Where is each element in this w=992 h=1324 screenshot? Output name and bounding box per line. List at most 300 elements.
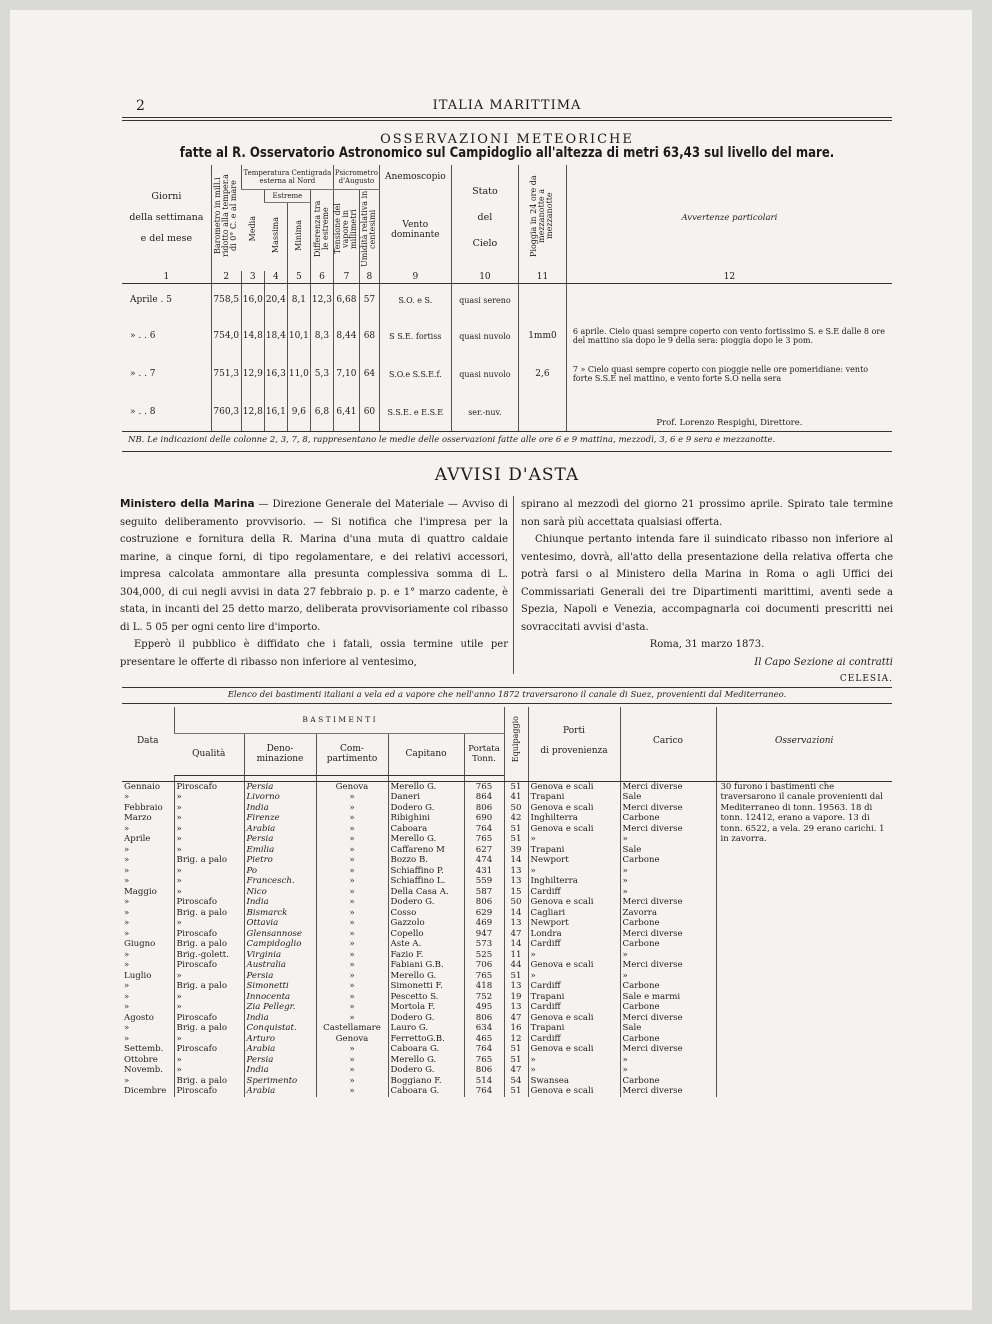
h-umidita: Umidità relativa in centesimi [359, 189, 379, 271]
ship-carico: » [620, 866, 716, 877]
ship-compartimento: » [316, 845, 388, 856]
ship-capitano: Boggiano F. [388, 1076, 464, 1087]
ship-equipaggio: 51 [504, 971, 528, 982]
ship-date: Luglio [124, 970, 152, 981]
ship-qualita: » [174, 824, 244, 835]
header-rule [122, 117, 892, 118]
ship-date: » [124, 1075, 130, 1086]
ship-portata: 418 [464, 981, 504, 992]
ship-equipaggio: 12 [504, 1034, 528, 1045]
ship-qualita: » [174, 876, 244, 887]
ship-porto: Genova e scali [528, 781, 620, 792]
ship-date: Febbraio [124, 802, 163, 813]
ship-name: Arabia [244, 824, 316, 835]
ship-qualita: » [174, 1055, 244, 1066]
ship-compartimento: » [316, 887, 388, 898]
ships-caption: Elenco dei bastimenti italiani a vela ed a vapore che nell'anno 1872 traversarono il canale di Suez, provenienti dal Mediterraneo. [227, 690, 787, 700]
ship-capitano: Bozzo B. [388, 855, 464, 866]
ship-name: Arabia [244, 1044, 316, 1055]
h-estreme: Estreme [264, 189, 310, 202]
ship-name: Zia Pellegr. [244, 1002, 316, 1013]
meteo-row: » . . 6 754,0 14,8 18,4 10,1 8,3 8,44 68 S S.E. fortiss quasi nuvolo 1mm0 6 aprile. Cielo quasi sempre coperto con vento fortissimo S. e S.E dalle 8 ore del mattino sia dopo le 9 della sera: pioggia dopo le 3 pom. [122, 317, 892, 355]
ship-name: India [244, 1013, 316, 1024]
ship-portata: 573 [464, 939, 504, 950]
h-minima: Minima [287, 202, 310, 270]
ship-portata: 627 [464, 845, 504, 856]
ship-equipaggio: 47 [504, 929, 528, 940]
obs-heading: OSSERVAZIONI METEORICHE [380, 132, 634, 147]
ship-equipaggio: 42 [504, 813, 528, 824]
ship-carico: Merci diverse [620, 929, 716, 940]
ship-porto: Newport [528, 918, 620, 929]
ship-capitano: Merello G. [388, 781, 464, 792]
ship-porto: » [528, 834, 620, 845]
ship-equipaggio: 51 [504, 834, 528, 845]
ship-name: Innocenta [244, 992, 316, 1003]
ship-portata: 864 [464, 792, 504, 803]
ship-capitano: Merello G. [388, 1055, 464, 1066]
ship-date: » [124, 897, 130, 907]
ship-compartimento: » [316, 824, 388, 835]
ship-porto: Trapani [528, 1023, 620, 1034]
ship-date: » [124, 960, 130, 970]
ship-capitano: Copello [388, 929, 464, 940]
ship-equipaggio: 39 [504, 845, 528, 856]
ship-carico: Carbone [620, 918, 716, 929]
ship-compartimento: » [316, 1065, 388, 1076]
ship-porto: Cardiff [528, 1034, 620, 1045]
meteo-table [122, 165, 892, 431]
ship-date: Agosto [124, 1012, 154, 1023]
ship-equipaggio: 13 [504, 981, 528, 992]
ship-name: Glensannose [244, 929, 316, 940]
ship-equipaggio: 14 [504, 908, 528, 919]
ship-capitano: Dodero G. [388, 1065, 464, 1076]
ship-carico: Merci diverse [620, 1086, 716, 1097]
left-paragraph-1: Ministero della Marina — Direzione Generale del Materiale — Avviso di seguito deliberamento provvisorio. — Si notifica che l'impresa per la costruzione e fornitura della R. Marina d'una muta di quattro caldaie marine, a cinque forni, di tipo regolamentare, e dei relativi accessori, impresa calcolata ammontare alla presunta complessiva somma di L. 304,000, di cui negli avvisi in data 27 febbraio p. p. e 1° marzo cadente, è stata, in incanti del 25 detto marzo, deliberata provvisoriamente col ribasso di L. 5 05 per ogni cento lire d'importo. [120, 498, 508, 633]
signer-name: CELESIA. [839, 674, 893, 684]
ship-portata: 495 [464, 1002, 504, 1013]
ship-date: » [124, 1023, 130, 1033]
h-carico: Carico [620, 707, 716, 775]
ship-name: Arabia [244, 1086, 316, 1097]
ship-compartimento: » [316, 897, 388, 908]
ship-compartimento: » [316, 981, 388, 992]
ship-capitano: Gazzolo [388, 918, 464, 929]
ship-capitano: Pescetto S. [388, 992, 464, 1003]
section-rule [122, 451, 892, 452]
ship-porto: Genova e scali [528, 960, 620, 971]
ship-qualita: Piroscafo [174, 1086, 244, 1097]
ship-porto: Genova e scali [528, 803, 620, 814]
ship-qualita: Brig. a palo [174, 939, 244, 950]
ship-compartimento: » [316, 1002, 388, 1013]
ship-capitano: Ribighini [388, 813, 464, 824]
h-portata: Portata Tonn. [464, 733, 504, 775]
ship-qualita: » [174, 992, 244, 1003]
ship-capitano: Aste A. [388, 939, 464, 950]
ship-qualita: » [174, 834, 244, 845]
ship-qualita: Piroscafo [174, 897, 244, 908]
ship-equipaggio: 15 [504, 887, 528, 898]
ship-porto: Inghilterra [528, 813, 620, 824]
ship-date: » [124, 991, 130, 1002]
ship-porto: » [528, 950, 620, 961]
ship-carico: Zavorra [620, 908, 716, 919]
h-osservazioni: Osservazioni [716, 707, 892, 775]
ship-equipaggio: 13 [504, 1002, 528, 1013]
ship-qualita: Piroscafo [174, 960, 244, 971]
ship-qualita: Brig. a palo [174, 981, 244, 992]
ship-qualita: Brig.-golett. [174, 950, 244, 961]
ship-carico: Sale [620, 792, 716, 803]
ship-carico: Sale e marmi [620, 992, 716, 1003]
ship-date: Maggio [124, 886, 157, 897]
ship-name: Virginia [244, 950, 316, 961]
ship-compartimento: » [316, 918, 388, 929]
ship-compartimento: » [316, 855, 388, 866]
ship-equipaggio: 14 [504, 939, 528, 950]
ship-equipaggio: 47 [504, 1013, 528, 1024]
ship-capitano: Caboara G. [388, 1044, 464, 1055]
ship-qualita: » [174, 792, 244, 803]
h-baro: Barometro in mill.i ridotto alla temper.a di 0° C. e al mare [211, 165, 241, 271]
ship-capitano: Caboara [388, 824, 464, 835]
h-qualita: Qualità [174, 733, 244, 775]
column-numbers: 1 2 3 4 5 6 7 8 9 10 11 12 [122, 271, 892, 284]
meteo-row: » . . 7 751,3 12,9 16,3 11,0 5,3 7,10 64 S.O.e S.S.E.f. quasi nuvolo 2,6 7 » Cielo quasi sempre coperto con pioggie nelle ore pomeridiane: vento forte S.S.E nel mattino, e vento forte S.O nella sera [122, 355, 892, 393]
ship-qualita: » [174, 1065, 244, 1076]
ship-compartimento: Genova [316, 781, 388, 792]
ship-compartimento: » [316, 1086, 388, 1097]
ship-capitano: Dodero G. [388, 1013, 464, 1024]
ship-portata: 587 [464, 887, 504, 898]
ship-capitano: Simonetti F. [388, 981, 464, 992]
ship-name: Emilia [244, 845, 316, 856]
ship-name: Persia [244, 781, 316, 792]
ship-capitano: Mortola F. [388, 1002, 464, 1013]
ship-date: » [124, 907, 130, 918]
ship-capitano: Merello G. [388, 834, 464, 845]
ship-date: » [124, 844, 130, 855]
ship-portata: 764 [464, 1086, 504, 1097]
h-capitano: Capitano [388, 733, 464, 775]
ship-compartimento: » [316, 1044, 388, 1055]
ships-observations: 30 furono i bastimenti che traversarono il canale provenienti dal Mediterraneo di tonn. 19563. 18 di tonn. 12412, erano a vapore. 13 di tonn. 6522, a vela. 29 erano carichi. 1 in zavorra. [716, 781, 892, 1097]
ship-portata: 690 [464, 813, 504, 824]
ship-portata: 764 [464, 824, 504, 835]
ship-portata: 465 [464, 1034, 504, 1045]
ship-qualita: Piroscafo [174, 929, 244, 940]
ship-name: Bismarck [244, 908, 316, 919]
h-bastimenti: B A S T I M E N T I [174, 707, 504, 733]
ship-compartimento: » [316, 792, 388, 803]
ship-date: Gennaio [124, 781, 161, 792]
ship-portata: 806 [464, 1013, 504, 1024]
ship-date: Giugno [124, 939, 156, 949]
ship-name: Conquistat. [244, 1023, 316, 1034]
ship-carico: Carbone [620, 855, 716, 866]
ship-equipaggio: 13 [504, 876, 528, 887]
ship-compartimento: » [316, 834, 388, 845]
ship-name: Firenze [244, 813, 316, 824]
ship-porto: Trapani [528, 792, 620, 803]
meteo-row: » . . 8 760,3 12,8 16,1 9,6 6,8 6,41 60 S.S.E. e E.S.E ser.-nuv. Prof. Lorenzo Respighi, Direttore. [122, 393, 892, 431]
ship-qualita: » [174, 813, 244, 824]
ship-portata: 629 [464, 908, 504, 919]
ship-name: Po [244, 866, 316, 877]
ship-portata: 525 [464, 950, 504, 961]
ship-porto: » [528, 866, 620, 877]
ship-equipaggio: 13 [504, 918, 528, 929]
ship-name: Francesch. [244, 876, 316, 887]
header-rule-2 [122, 120, 892, 121]
ship-compartimento: » [316, 908, 388, 919]
caption-rule-bottom [122, 703, 892, 704]
ship-carico: Carbone [620, 1034, 716, 1045]
h-temp: Temperatura Centigrada esterna al Nord [241, 165, 333, 189]
ship-qualita: » [174, 803, 244, 814]
ship-name: Ottavia [244, 918, 316, 929]
ship-date: » [124, 1002, 130, 1012]
ship-equipaggio: 19 [504, 992, 528, 1003]
ship-compartimento: » [316, 876, 388, 887]
ship-date: Dicembre [124, 1086, 167, 1096]
ship-equipaggio: 51 [504, 1086, 528, 1097]
ship-date: » [124, 792, 130, 802]
ship-portata: 947 [464, 929, 504, 940]
ship-name: Simonetti [244, 981, 316, 992]
ship-name: Sperimento [244, 1076, 316, 1087]
ship-qualita: » [174, 845, 244, 856]
newspaper-page [10, 10, 972, 1310]
ship-porto: Cardiff [528, 981, 620, 992]
ship-porto: Swansea [528, 1076, 620, 1087]
ship-portata: 469 [464, 918, 504, 929]
ship-date: » [124, 918, 130, 928]
ship-portata: 431 [464, 866, 504, 877]
ship-porto: Trapani [528, 992, 620, 1003]
ship-carico: Merci diverse [620, 960, 716, 971]
ship-carico: Merci diverse [620, 781, 716, 792]
ship-capitano: Daneri [388, 792, 464, 803]
h-psicro: Psicrometro d'Augusto [333, 165, 379, 189]
ship-name: India [244, 897, 316, 908]
ship-date: » [124, 855, 130, 865]
ship-porto: Genova e scali [528, 897, 620, 908]
h-porti: Porti di provenienza [528, 707, 620, 775]
right-paragraph-1: spirano al mezzodì del giorno 21 prossimo aprile. Spirato tale termine non sarà più accettata qualsiasi offerta. [521, 499, 893, 528]
obs-bottom-rule [122, 431, 892, 432]
right-paragraph-2: Chiunque pertanto intenda fare il suindicato ribasso non inferiore al ventesimo, dovrà, all'atto della presentazione della relativa offerta che potrà farsi o al Ministero della Marina in Roma o agli Uffici dei Commissariati Generali dei tre Dipartimenti marittimi, aventi sede a Spezia, Napoli e Venezia, accompagnarla coi documenti prescritti nei sovraccitati avvisi d'asta. [521, 534, 893, 633]
ship-portata: 706 [464, 960, 504, 971]
h-tensione: Tensione del vapore in millimetri [333, 189, 359, 271]
ship-portata: 752 [464, 992, 504, 1003]
ship-compartimento: » [316, 939, 388, 950]
ship-compartimento: » [316, 1055, 388, 1066]
h-equipaggio: Equipaggio [504, 707, 528, 775]
ship-equipaggio: 50 [504, 803, 528, 814]
ship-portata: 806 [464, 897, 504, 908]
ship-qualita: » [174, 918, 244, 929]
ship-qualita: » [174, 1002, 244, 1013]
ship-qualita: Brig. a palo [174, 855, 244, 866]
ship-porto: Genova e scali [528, 1086, 620, 1097]
ship-compartimento: » [316, 1076, 388, 1087]
right-column [521, 496, 893, 689]
h-stato: Stato del Cielo [451, 165, 518, 271]
ship-date: » [124, 928, 130, 939]
ship-capitano: Fazio F. [388, 950, 464, 961]
h-data: Data [136, 736, 159, 746]
ship-portata: 806 [464, 803, 504, 814]
ship-qualita: » [174, 866, 244, 877]
ship-equipaggio: 51 [504, 781, 528, 792]
ship-portata: 634 [464, 1023, 504, 1034]
ship-equipaggio: 41 [504, 792, 528, 803]
ship-equipaggio: 13 [504, 866, 528, 877]
ship-carico: Carbone [620, 939, 716, 950]
ship-porto: » [528, 971, 620, 982]
ship-name: India [244, 1065, 316, 1076]
ship-porto: Cardiff [528, 939, 620, 950]
h-giorni: Giorni della settimana e del mese [129, 191, 204, 245]
ship-date: Settemb. [124, 1044, 164, 1054]
ship-portata: 559 [464, 876, 504, 887]
ship-compartimento: » [316, 992, 388, 1003]
ship-porto: Genova e scali [528, 1013, 620, 1024]
ship-carico: Sale [620, 845, 716, 856]
ship-equipaggio: 44 [504, 960, 528, 971]
ship-name: India [244, 803, 316, 814]
ship-carico: Merci diverse [620, 897, 716, 908]
ship-name: Persia [244, 971, 316, 982]
ship-carico: Sale [620, 1023, 716, 1034]
ship-portata: 514 [464, 1076, 504, 1087]
ship-compartimento: » [316, 950, 388, 961]
ship-date: » [124, 1033, 130, 1044]
ship-name: Pietro [244, 855, 316, 866]
running-header [10, 98, 972, 118]
ship-equipaggio: 14 [504, 855, 528, 866]
ship-portata: 764 [464, 1044, 504, 1055]
h-anemo: Anemoscopio [379, 165, 451, 189]
ship-compartimento: » [316, 803, 388, 814]
ship-name: Persia [244, 1055, 316, 1066]
ship-capitano: Schiaffino L. [388, 876, 464, 887]
ship-porto: » [528, 1065, 620, 1076]
obs-subheading: fatte al R. Osservatorio Astronomico sul Campidoglio all'altezza di metri 63,43 sul livello del mare. [179, 145, 835, 161]
ship-portata: 765 [464, 1055, 504, 1066]
ship-portata: 806 [464, 1065, 504, 1076]
ship-date: Marzo [124, 813, 152, 823]
ship-carico: » [620, 971, 716, 982]
page-number: 2 [136, 98, 145, 114]
ship-name: Arturo [244, 1034, 316, 1045]
ship-date: » [124, 876, 130, 886]
ship-name: Australia [244, 960, 316, 971]
ship-porto: Londra [528, 929, 620, 940]
ship-portata: 474 [464, 855, 504, 866]
ship-portata: 765 [464, 971, 504, 982]
section-title: AVVISI D'ASTA [434, 465, 580, 485]
ships-table [122, 707, 892, 1097]
ship-qualita: Brig. a palo [174, 908, 244, 919]
ship-carico: Merci diverse [620, 824, 716, 835]
ship-equipaggio: 51 [504, 1044, 528, 1055]
ship-porto: Inghilterra [528, 876, 620, 887]
ship-qualita: » [174, 887, 244, 898]
ship-compartimento: » [316, 813, 388, 824]
ship-qualita: Brig. a palo [174, 1023, 244, 1034]
h-avvert: Avvertenze particolari [566, 165, 892, 271]
ship-qualita: Piroscafo [174, 1013, 244, 1024]
ship-capitano: Merello G. [388, 971, 464, 982]
ship-porto: Trapani [528, 845, 620, 856]
ship-qualita: Piroscafo [174, 1044, 244, 1055]
h-massima: Massima [270, 217, 280, 254]
ship-capitano: Caboara G. [388, 1086, 464, 1097]
obs-note: NB. Le indicazioni delle colonne 2, 3, 7, 8, rappresentano le medie delle osservazioni fatte alle ore 6 e 9 mattina, mezzodì, 3, 6 e 9 sera e mezzanotte. [128, 435, 776, 445]
h-diff: Differenza tra le estreme [310, 189, 333, 271]
ship-date: Aprile [124, 834, 151, 844]
ship-carico: » [620, 950, 716, 961]
ship-equipaggio: 11 [504, 950, 528, 961]
h-denominazione: Deno-minazione [244, 733, 316, 775]
h-pioggia: Pioggia in 24 ore da mezzanotte a mezzanotte [519, 165, 567, 271]
ship-date: Ottobre [124, 1054, 158, 1065]
ship-equipaggio: 16 [504, 1023, 528, 1034]
ship-name: Persia [244, 834, 316, 845]
ship-date: » [124, 865, 130, 876]
ship-qualita: Piroscafo [174, 781, 244, 792]
ship-capitano: Caffareno M [388, 845, 464, 856]
ship-carico: Carbone [620, 813, 716, 824]
ship-capitano: FerrettoG.B. [388, 1034, 464, 1045]
ship-carico: » [620, 1055, 716, 1066]
ship-equipaggio: 54 [504, 1076, 528, 1087]
h-compartimento: Com-partimento [316, 733, 388, 775]
ship-date: Novemb. [124, 1065, 164, 1075]
ship-date: » [124, 981, 130, 991]
ship-portata: 765 [464, 834, 504, 845]
column-rule [513, 496, 514, 674]
ship-portata: 765 [464, 781, 504, 792]
ship-compartimento: » [316, 960, 388, 971]
ship-carico: » [620, 1065, 716, 1076]
h-media: Media [247, 215, 257, 242]
left-column [120, 496, 508, 671]
h-vento: Vento dominante [379, 189, 451, 271]
ship-capitano: Della Casa A. [388, 887, 464, 898]
ship-capitano: Cosso [388, 908, 464, 919]
ship-porto: Genova e scali [528, 1044, 620, 1055]
ship-name: Nico [244, 887, 316, 898]
ship-carico: Carbone [620, 1076, 716, 1087]
ship-carico: Merci diverse [620, 1044, 716, 1055]
meteo-row: Aprile . 5 758,5 16,0 20,4 8,1 12,3 6,68 57 S.O. e S. quasi sereno [122, 283, 892, 317]
left-paragraph-2: Epperò il pubblico è diffidato che i fatali, ossia termine utile per presentare le offerte di ribasso non inferiore al ventesimo, [120, 639, 508, 668]
ship-capitano: Lauro G. [388, 1023, 464, 1034]
obs-signature: Prof. Lorenzo Respighi, Direttore. [566, 393, 892, 431]
table-row [122, 781, 892, 792]
ship-carico: Merci diverse [620, 803, 716, 814]
ship-compartimento: » [316, 929, 388, 940]
journal-title: ITALIA MARITTIMA [432, 98, 582, 113]
ship-capitano: Fabiani G.B. [388, 960, 464, 971]
ship-carico: » [620, 887, 716, 898]
ship-carico: Carbone [620, 1002, 716, 1013]
